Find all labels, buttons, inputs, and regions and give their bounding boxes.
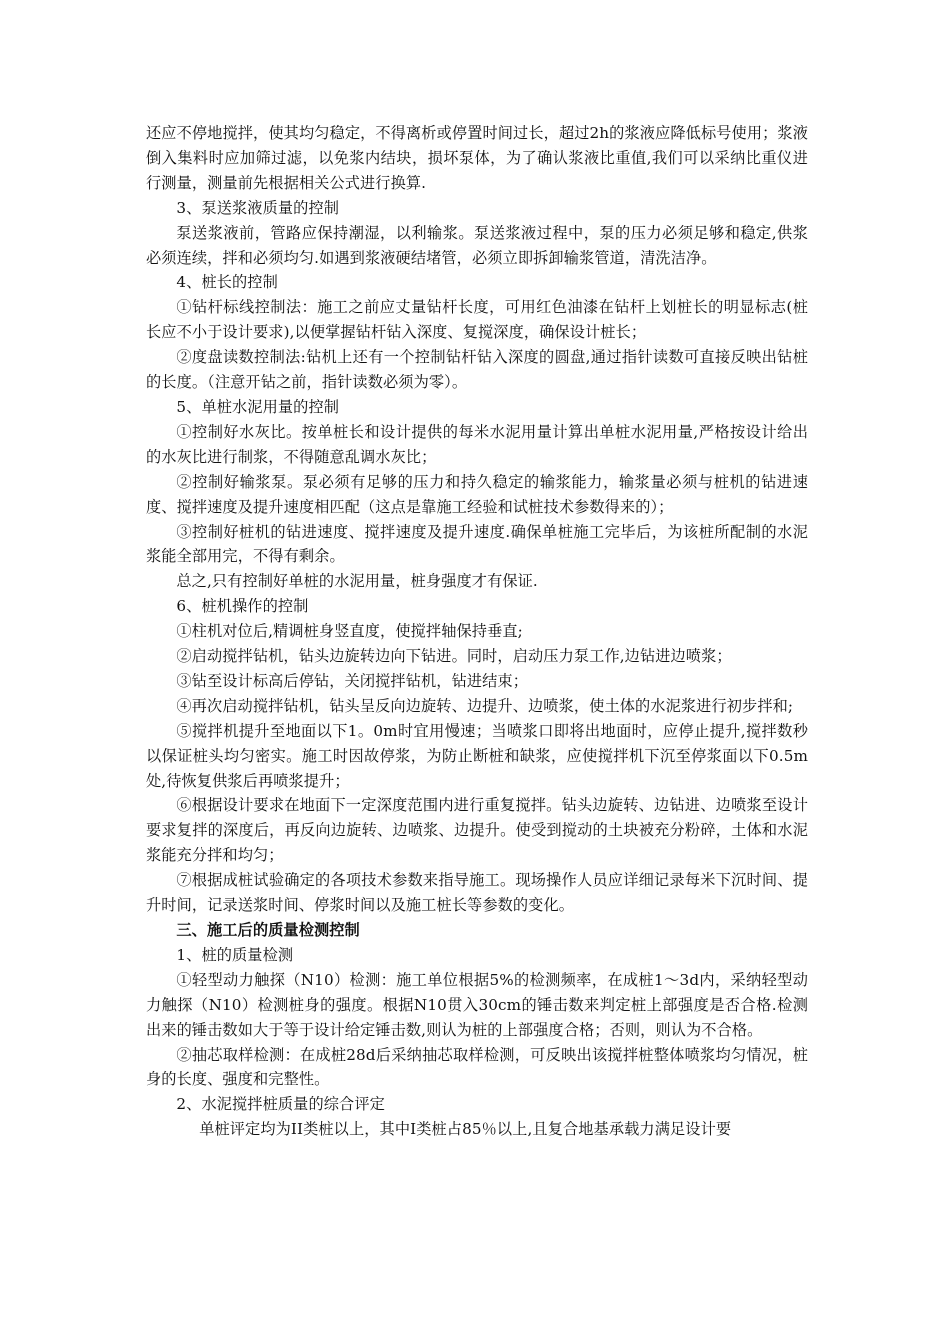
paragraph: ①控制好水灰比。按单桩长和设计提供的每米水泥用量计算出单桩水泥用量,严格按设计给出的水灰比进行制浆，不得随意乱调水灰比； [146, 422, 808, 466]
paragraph: ⑤搅拌机提升至地面以下1。0m时宜用慢速；当喷浆口即将出地面时，应停止提升,搅拌数秒以保证桩头均匀密实。施工时因故停浆，为防止断桩和缺浆，应使搅拌机下沉至停浆面以下0.5m处,待恢复供浆后再喷浆提升； [146, 721, 808, 790]
subsection-heading: 1、桩的质量检测 [176, 945, 294, 964]
paragraph: 总之,只有控制好单桩的水泥用量，桩身强度才有保证. [176, 572, 538, 591]
document-page [146, 121, 808, 1142]
paragraph: 泵送浆液前，管路应保持潮湿，以利输浆。泵送浆液过程中，泵的压力必须足够和稳定,供浆必须连续，拌和必须均匀.如遇到浆液硬结堵管，必须立即拆卸输浆管道，清洗洁净。 [146, 223, 808, 267]
paragraph: ①柱机对位后,精调桩身竖直度，使搅拌轴保持垂直; [176, 622, 523, 641]
paragraph: ③控制好桩机的钻进速度、搅拌速度及提升速度.确保单桩施工完毕后，为该桩所配制的水泥浆能全部用完，不得有剩余。 [146, 522, 808, 566]
subsection-heading: 2、水泥搅拌桩质量的综合评定 [176, 1095, 385, 1114]
paragraph: ②抽芯取样检测：在成桩28d后采纳抽芯取样检测，可反映出该搅拌桩整体喷浆均匀情况，桩身的长度、强度和完整性。 [146, 1045, 808, 1089]
section-heading: 三、施工后的质量检测控制 [176, 921, 360, 939]
paragraph: ④再次启动搅拌钻机，钻头呈反向边旋转、边提升、边喷浆，使土体的水泥浆进行初步拌和; [176, 696, 794, 715]
subsection-heading: 3、泵送浆液质量的控制 [176, 198, 340, 217]
paragraph: ②控制好输浆泵。泵必须有足够的压力和持久稳定的输浆能力，输浆量必须与桩机的钻进速度、搅拌速度及提升速度相匹配（这点是靠施工经验和试桩技术参数得来的）； [146, 472, 808, 516]
paragraph: ③钻至设计标高后停钻，关闭搅拌钻机，钻进结束； [176, 671, 529, 690]
subsection-heading: 6、桩机操作的控制 [176, 597, 309, 616]
paragraph: ⑦根据成桩试验确定的各项技术参数来指导施工。现场操作人员应详细记录每米下沉时间、提升时间，记录送浆时间、停浆时间以及施工桩长等参数的变化。 [146, 871, 808, 915]
subsection-heading: 5、单桩水泥用量的控制 [176, 397, 340, 416]
paragraph: ①轻型动力触探（N10）检测：施工单位根据5%的检测频率，在成桩1～3d内，采纳轻型动力触探（N10）检测桩身的强度。根据N10贯入30cm的锤击数来判定桩上部强度是否合格.检测出来的锤击数如大于等于设计给定锤击数,则认为桩的上部强度合格；否则，则认为不合格。 [146, 970, 808, 1039]
paragraph: ⑥根据设计要求在地面下一定深度范围内进行重复搅拌。钻头边旋转、边钻进、边喷浆至设计要求复拌的深度后，再反向边旋转、边喷浆、边提升。使受到搅动的土块被充分粉碎，土体和水泥浆能充分拌和均匀； [146, 796, 808, 865]
paragraph: ②度盘读数控制法:钻机上还有一个控制钻杆钻入深度的圆盘,通过指针读数可直接反映出钻桩的长度。（注意开钻之前，指针读数必须为零）。 [146, 348, 808, 392]
paragraph: ②启动搅拌钻机，钻头边旋转边向下钻进。同时，启动压力泵工作,边钻进边喷浆； [176, 647, 732, 666]
paragraph: ①钻杆标线控制法：施工之前应丈量钻杆长度，可用红色油漆在钻杆上划桩长的明显标志(桩长应不小于设计要求),以便掌握钻杆钻入深度、复搅深度，确保设计桩长； [146, 298, 808, 342]
paragraph: 还应不停地搅拌，使其均匀稳定，不得离析或停置时间过长，超过2h的浆液应降低标号使用；浆液倒入集料时应加筛过滤，以免浆内结块，损坏泵体，为了确认浆液比重值,我们可以采纳比重仪进行测量，测量前先根据相关公式进行换算. [146, 124, 809, 192]
paragraph: 单桩评定均为II类桩以上，其中I类桩占85％以上,且复合地基承载力满足设计要 [199, 1120, 732, 1139]
subsection-heading: 4、桩长的控制 [176, 273, 278, 292]
